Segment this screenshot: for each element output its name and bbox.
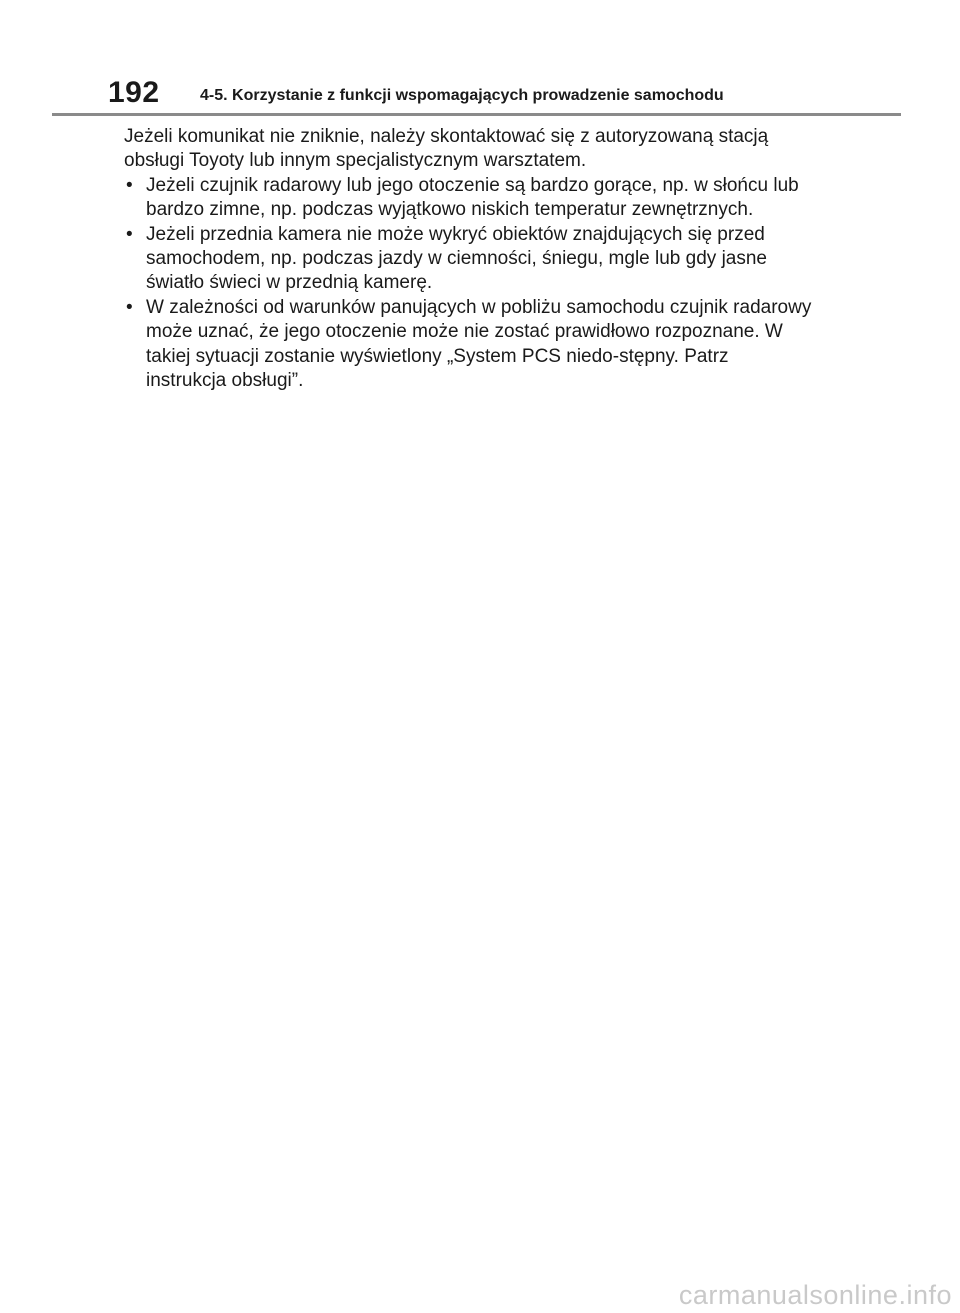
bullet-icon: •: [126, 223, 133, 245]
watermark: carmanualsonline.info: [678, 1280, 952, 1310]
page-header: [108, 78, 160, 108]
list-item-text: W zależności od warunków panujących w pobliżu samochodu czujnik radarowy może uznać, że jego otoczenie może nie zostać prawidłowo rozpoznane. W takiej sytuacji zostanie wyświetlony „System PCS niedo-stępny. Patrz instrukcja obsługi”.: [146, 296, 812, 392]
section-title: 4-5. Korzystanie z funkcji wspomagających prowadzenie samochodu: [200, 87, 724, 104]
list-item: [124, 174, 814, 223]
condition-list: [124, 174, 814, 394]
page-number: 192: [108, 76, 160, 109]
intro-paragraph: Jeżeli komunikat nie zniknie, należy skontaktować się z autoryzowaną stacją obsługi Toyoty lub innym specjalistycznym warsztatem.: [124, 126, 769, 172]
list-item: [124, 223, 814, 296]
header-divider: [52, 113, 901, 116]
list-item-text: Jeżeli czujnik radarowy lub jego otoczenie są bardzo gorące, np. w słońcu lub bardzo zimne, np. podczas wyjątkowo niskich temperatur zewnętrznych.: [146, 174, 799, 221]
body-text: [124, 125, 814, 393]
list-item-text: Jeżeli przednia kamera nie może wykryć obiektów znajdujących się przed samochodem, np. podczas jazdy w ciemności, śniegu, mgle lub gdy jasne światło świeci w przednią kamerę.: [146, 223, 767, 294]
bullet-icon: •: [126, 296, 133, 318]
bullet-icon: •: [126, 174, 133, 196]
list-item: [124, 296, 814, 394]
